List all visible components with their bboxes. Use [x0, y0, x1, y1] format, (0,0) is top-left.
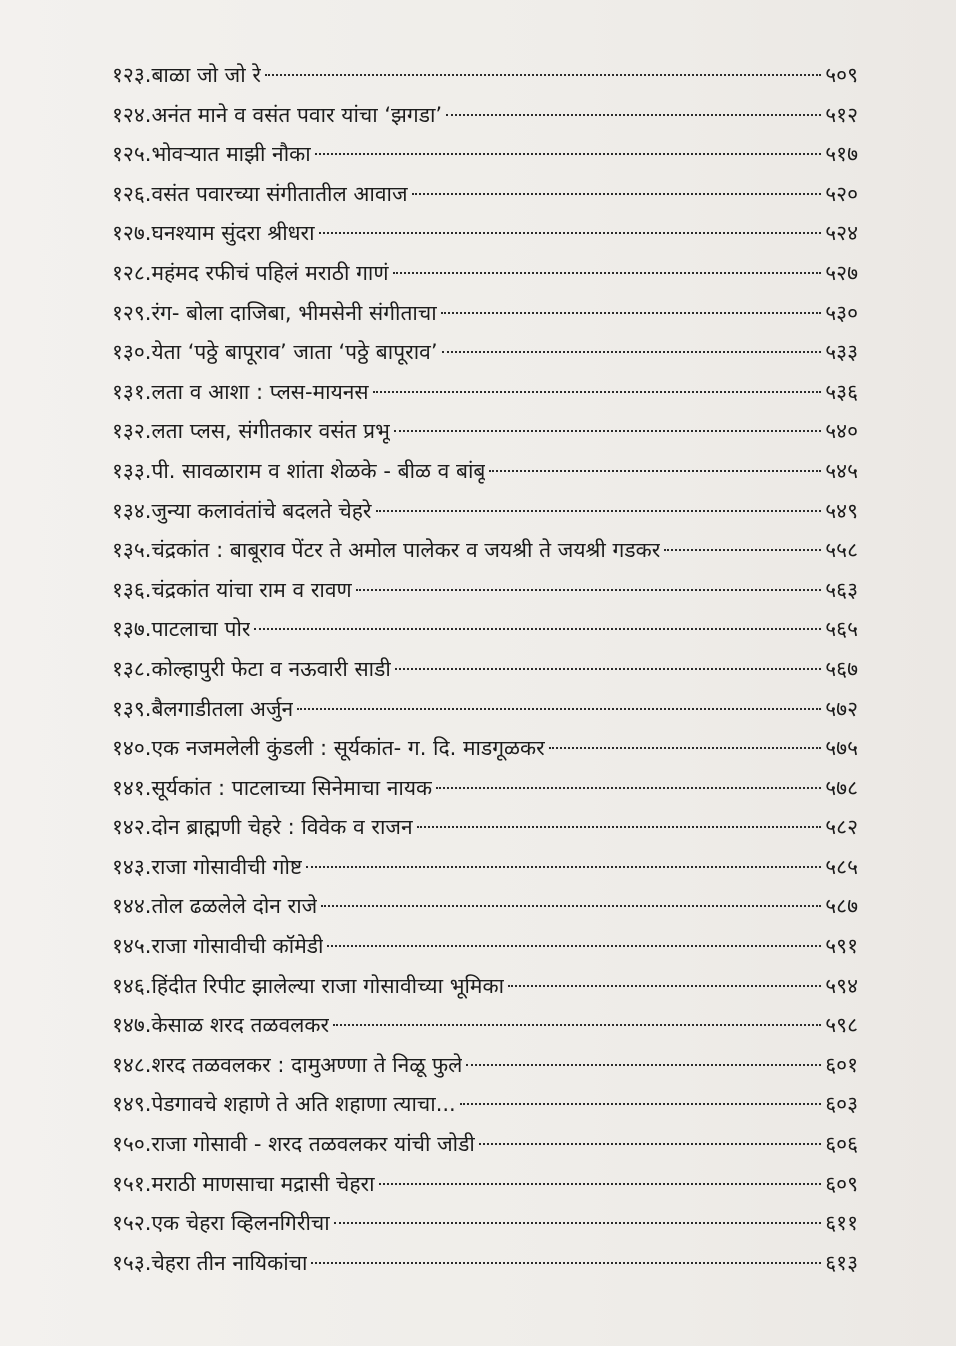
dot-leader [412, 193, 822, 195]
toc-entry [112, 214, 858, 254]
dot-leader [334, 1222, 822, 1224]
toc-entry [112, 531, 858, 571]
dot-leader [315, 153, 822, 155]
entry-number: १३२. [112, 419, 152, 444]
entry-title: राजा गोसावी - शरद तळवलकर यांची जोडी [151, 1132, 475, 1157]
dot-leader [394, 430, 821, 432]
toc-entry [112, 254, 858, 294]
toc-entry [112, 1204, 858, 1244]
dot-leader [321, 905, 821, 907]
dot-leader [306, 866, 821, 868]
entry-page-number: ६०६ [825, 1132, 858, 1157]
entry-page-number: ६०३ [825, 1092, 858, 1117]
dot-leader [664, 549, 821, 551]
entry-number: १४४. [112, 894, 152, 919]
dot-leader [319, 232, 822, 234]
entry-page-number: ५६७ [825, 656, 858, 681]
entry-title: चंद्रकांत : बाबूराव पेंटर ते अमोल पालेकर व जयश्री ते जयश्री गडकर [151, 538, 661, 563]
toc-entry [112, 56, 858, 96]
toc-entry [112, 848, 858, 888]
entry-page-number: ५७८ [825, 775, 858, 800]
entry-title: कोल्हापुरी फेटा व नऊवारी साडी [151, 656, 391, 681]
entry-number: १३१. [112, 379, 152, 404]
entry-page-number: ५१२ [825, 102, 858, 127]
toc-entry [112, 175, 858, 215]
entry-number: १३७. [112, 617, 152, 642]
entry-title: जुन्या कलावंतांचे बदलते चेहरे [151, 498, 372, 523]
entry-page-number: ५३६ [825, 379, 858, 404]
table-of-contents [112, 56, 858, 1283]
entry-page-number: ५८२ [825, 815, 858, 840]
entry-title: येता ‘पठ्ठे बापूराव’ जाता ‘पठ्ठे बापूराव’ [151, 340, 438, 365]
entry-page-number: ६१३ [825, 1250, 858, 1275]
toc-entry [112, 690, 858, 730]
entry-number: १३४. [112, 498, 152, 523]
dot-leader [442, 351, 822, 353]
entry-page-number: ५६३ [825, 577, 858, 602]
entry-page-number: ५९१ [825, 934, 858, 959]
dot-leader [441, 312, 822, 314]
entry-number: १४७. [112, 1013, 152, 1038]
entry-title: वसंत पवारच्या संगीतातील आवाज [151, 181, 408, 206]
entry-number: १२४. [112, 102, 152, 127]
dot-leader [265, 74, 821, 76]
entry-number: १३८. [112, 656, 152, 681]
entry-page-number: ५३३ [825, 340, 858, 365]
entry-number: १४५. [112, 934, 152, 959]
dot-leader [460, 1103, 822, 1105]
entry-number: १३९. [112, 696, 152, 721]
entry-page-number: ५४५ [825, 458, 858, 483]
toc-entry [112, 729, 858, 769]
entry-title: केसाळ शरद तळवलकर [151, 1013, 330, 1038]
entry-title: भोवऱ्यात माझी नौका [151, 142, 311, 167]
entry-page-number: ५९८ [825, 1013, 858, 1038]
toc-entry [112, 1125, 858, 1165]
dot-leader [327, 945, 821, 947]
toc-entry [112, 135, 858, 175]
toc-entry [112, 610, 858, 650]
toc-entry [112, 1085, 858, 1125]
dot-leader [446, 114, 821, 116]
entry-number: १४०. [112, 736, 152, 761]
dot-leader [297, 708, 821, 710]
toc-entry [112, 1244, 858, 1284]
entry-title: राजा गोसावीची गोष्ट [151, 854, 303, 879]
entry-title: बैलगाडीतला अर्जुन [151, 696, 294, 721]
entry-title: एक चेहरा व्हिलनगिरीचा [151, 1211, 330, 1236]
entry-title: चेहरा तीन नायिकांचा [151, 1250, 308, 1275]
entry-title: बाळा जो जो रे [151, 63, 261, 87]
entry-number: १३०. [112, 340, 152, 365]
entry-number: १४२. [112, 815, 152, 840]
entry-page-number: ५२० [825, 181, 858, 206]
entry-page-number: ५८७ [825, 894, 858, 919]
toc-entry [112, 927, 858, 967]
entry-title: रंग- बोला दाजिबा, भीमसेनी संगीताचा [151, 300, 437, 325]
toc-entry [112, 650, 858, 690]
entry-title: चंद्रकांत यांचा राम व रावण [151, 577, 352, 602]
entry-title: अनंत माने व वसंत पवार यांचा ‘झगडा’ [151, 102, 443, 127]
entry-page-number: ५२४ [825, 221, 858, 246]
dot-leader [549, 747, 822, 749]
dot-leader [393, 272, 822, 274]
toc-entry [112, 769, 858, 809]
entry-title: एक नजमलेली कुंडली : सूर्यकांत- ग. दि. माडगूळकर [151, 736, 545, 761]
toc-entry [112, 1006, 858, 1046]
dot-leader [311, 1262, 821, 1264]
entry-number: १५३. [112, 1250, 152, 1275]
entry-title: मराठी माणसाचा मद्रासी चेहरा [151, 1171, 375, 1196]
dot-leader [479, 1143, 821, 1145]
entry-page-number: ५८५ [825, 854, 858, 879]
toc-entry [112, 373, 858, 413]
toc-entry [112, 492, 858, 532]
dot-leader [395, 668, 821, 670]
entry-number: १४८. [112, 1052, 152, 1077]
entry-page-number: ५३० [825, 300, 858, 325]
dot-leader [379, 1183, 822, 1185]
entry-number: १२९. [112, 300, 152, 325]
toc-entry [112, 452, 858, 492]
dot-leader [436, 787, 821, 789]
entry-title: महंमद रफीचं पहिलं मराठी गाणं [151, 260, 389, 285]
entry-number: १३६. [112, 577, 152, 602]
entry-title: पाटलाचा पोर [151, 617, 251, 642]
entry-number: १२७. [112, 221, 152, 246]
entry-page-number: ६११ [825, 1211, 858, 1236]
toc-entry [112, 1046, 858, 1086]
toc-entry [112, 412, 858, 452]
entry-number: १५१. [112, 1171, 152, 1196]
entry-number: १४९. [112, 1092, 152, 1117]
entry-page-number: ५६५ [825, 617, 858, 642]
toc-entry [112, 333, 858, 373]
dot-leader [417, 826, 822, 828]
dot-leader [333, 1024, 821, 1026]
entry-title: दोन ब्राह्मणी चेहरे : विवेक व राजन [151, 815, 413, 840]
entry-number: १५२. [112, 1211, 152, 1236]
entry-page-number: ५०९ [825, 63, 858, 87]
dot-leader [356, 589, 822, 591]
entry-title: घनश्याम सुंदरा श्रीधरा [151, 221, 315, 246]
entry-title: राजा गोसावीची कॉमेडी [151, 934, 324, 959]
toc-entry [112, 571, 858, 611]
entry-title: लता प्लस, संगीतकार वसंत प्रभू [151, 419, 390, 444]
entry-number: १४३. [112, 854, 152, 879]
entry-title: लता व आशा : प्लस-मायनस [151, 379, 369, 404]
dot-leader [373, 391, 822, 393]
dot-leader [489, 470, 821, 472]
entry-number: १२३. [112, 63, 152, 87]
entry-page-number: ५७२ [825, 696, 858, 721]
entry-page-number: ६०१ [825, 1052, 858, 1077]
entry-title: पी. सावळाराम व शांता शेळके - बीळ व बांबू [151, 458, 486, 483]
entry-page-number: ६०९ [825, 1171, 858, 1196]
toc-entry [112, 967, 858, 1007]
dot-leader [466, 1064, 821, 1066]
entry-number: १४६. [112, 973, 152, 998]
entry-title: सूर्यकांत : पाटलाच्या सिनेमाचा नायक [151, 775, 433, 800]
entry-page-number: ५४९ [825, 498, 858, 523]
entry-number: १३३. [112, 458, 152, 483]
entry-page-number: ५९४ [825, 973, 858, 998]
entry-page-number: ५४० [825, 419, 858, 444]
entry-title: शरद तळवलकर : दामुअण्णा ते निळू फुले [151, 1052, 463, 1077]
entry-page-number: ५१७ [825, 142, 858, 167]
toc-entry [112, 1165, 858, 1205]
dot-leader [508, 985, 821, 987]
toc-entry [112, 808, 858, 848]
toc-entry [112, 887, 858, 927]
dot-leader [376, 510, 822, 512]
entry-title: हिंदीत रिपीट झालेल्या राजा गोसावीच्या भूमिका [151, 973, 505, 998]
entry-title: तोल ढळलेले दोन राजे [151, 894, 318, 919]
toc-entry [112, 96, 858, 136]
entry-number: १५०. [112, 1132, 152, 1157]
toc-entry [112, 294, 858, 334]
entry-number: १३५. [112, 538, 152, 563]
entry-page-number: ५७५ [825, 736, 858, 761]
entry-number: १२८. [112, 260, 152, 285]
entry-number: १२५. [112, 142, 152, 167]
dot-leader [254, 628, 821, 630]
entry-number: १४१. [112, 775, 152, 800]
entry-page-number: ५२७ [825, 260, 858, 285]
entry-title: पेडगावचे शहाणे ते अति शहाणा त्याचा... [151, 1092, 456, 1117]
entry-number: १२६. [112, 181, 152, 206]
entry-page-number: ५५८ [825, 538, 858, 563]
